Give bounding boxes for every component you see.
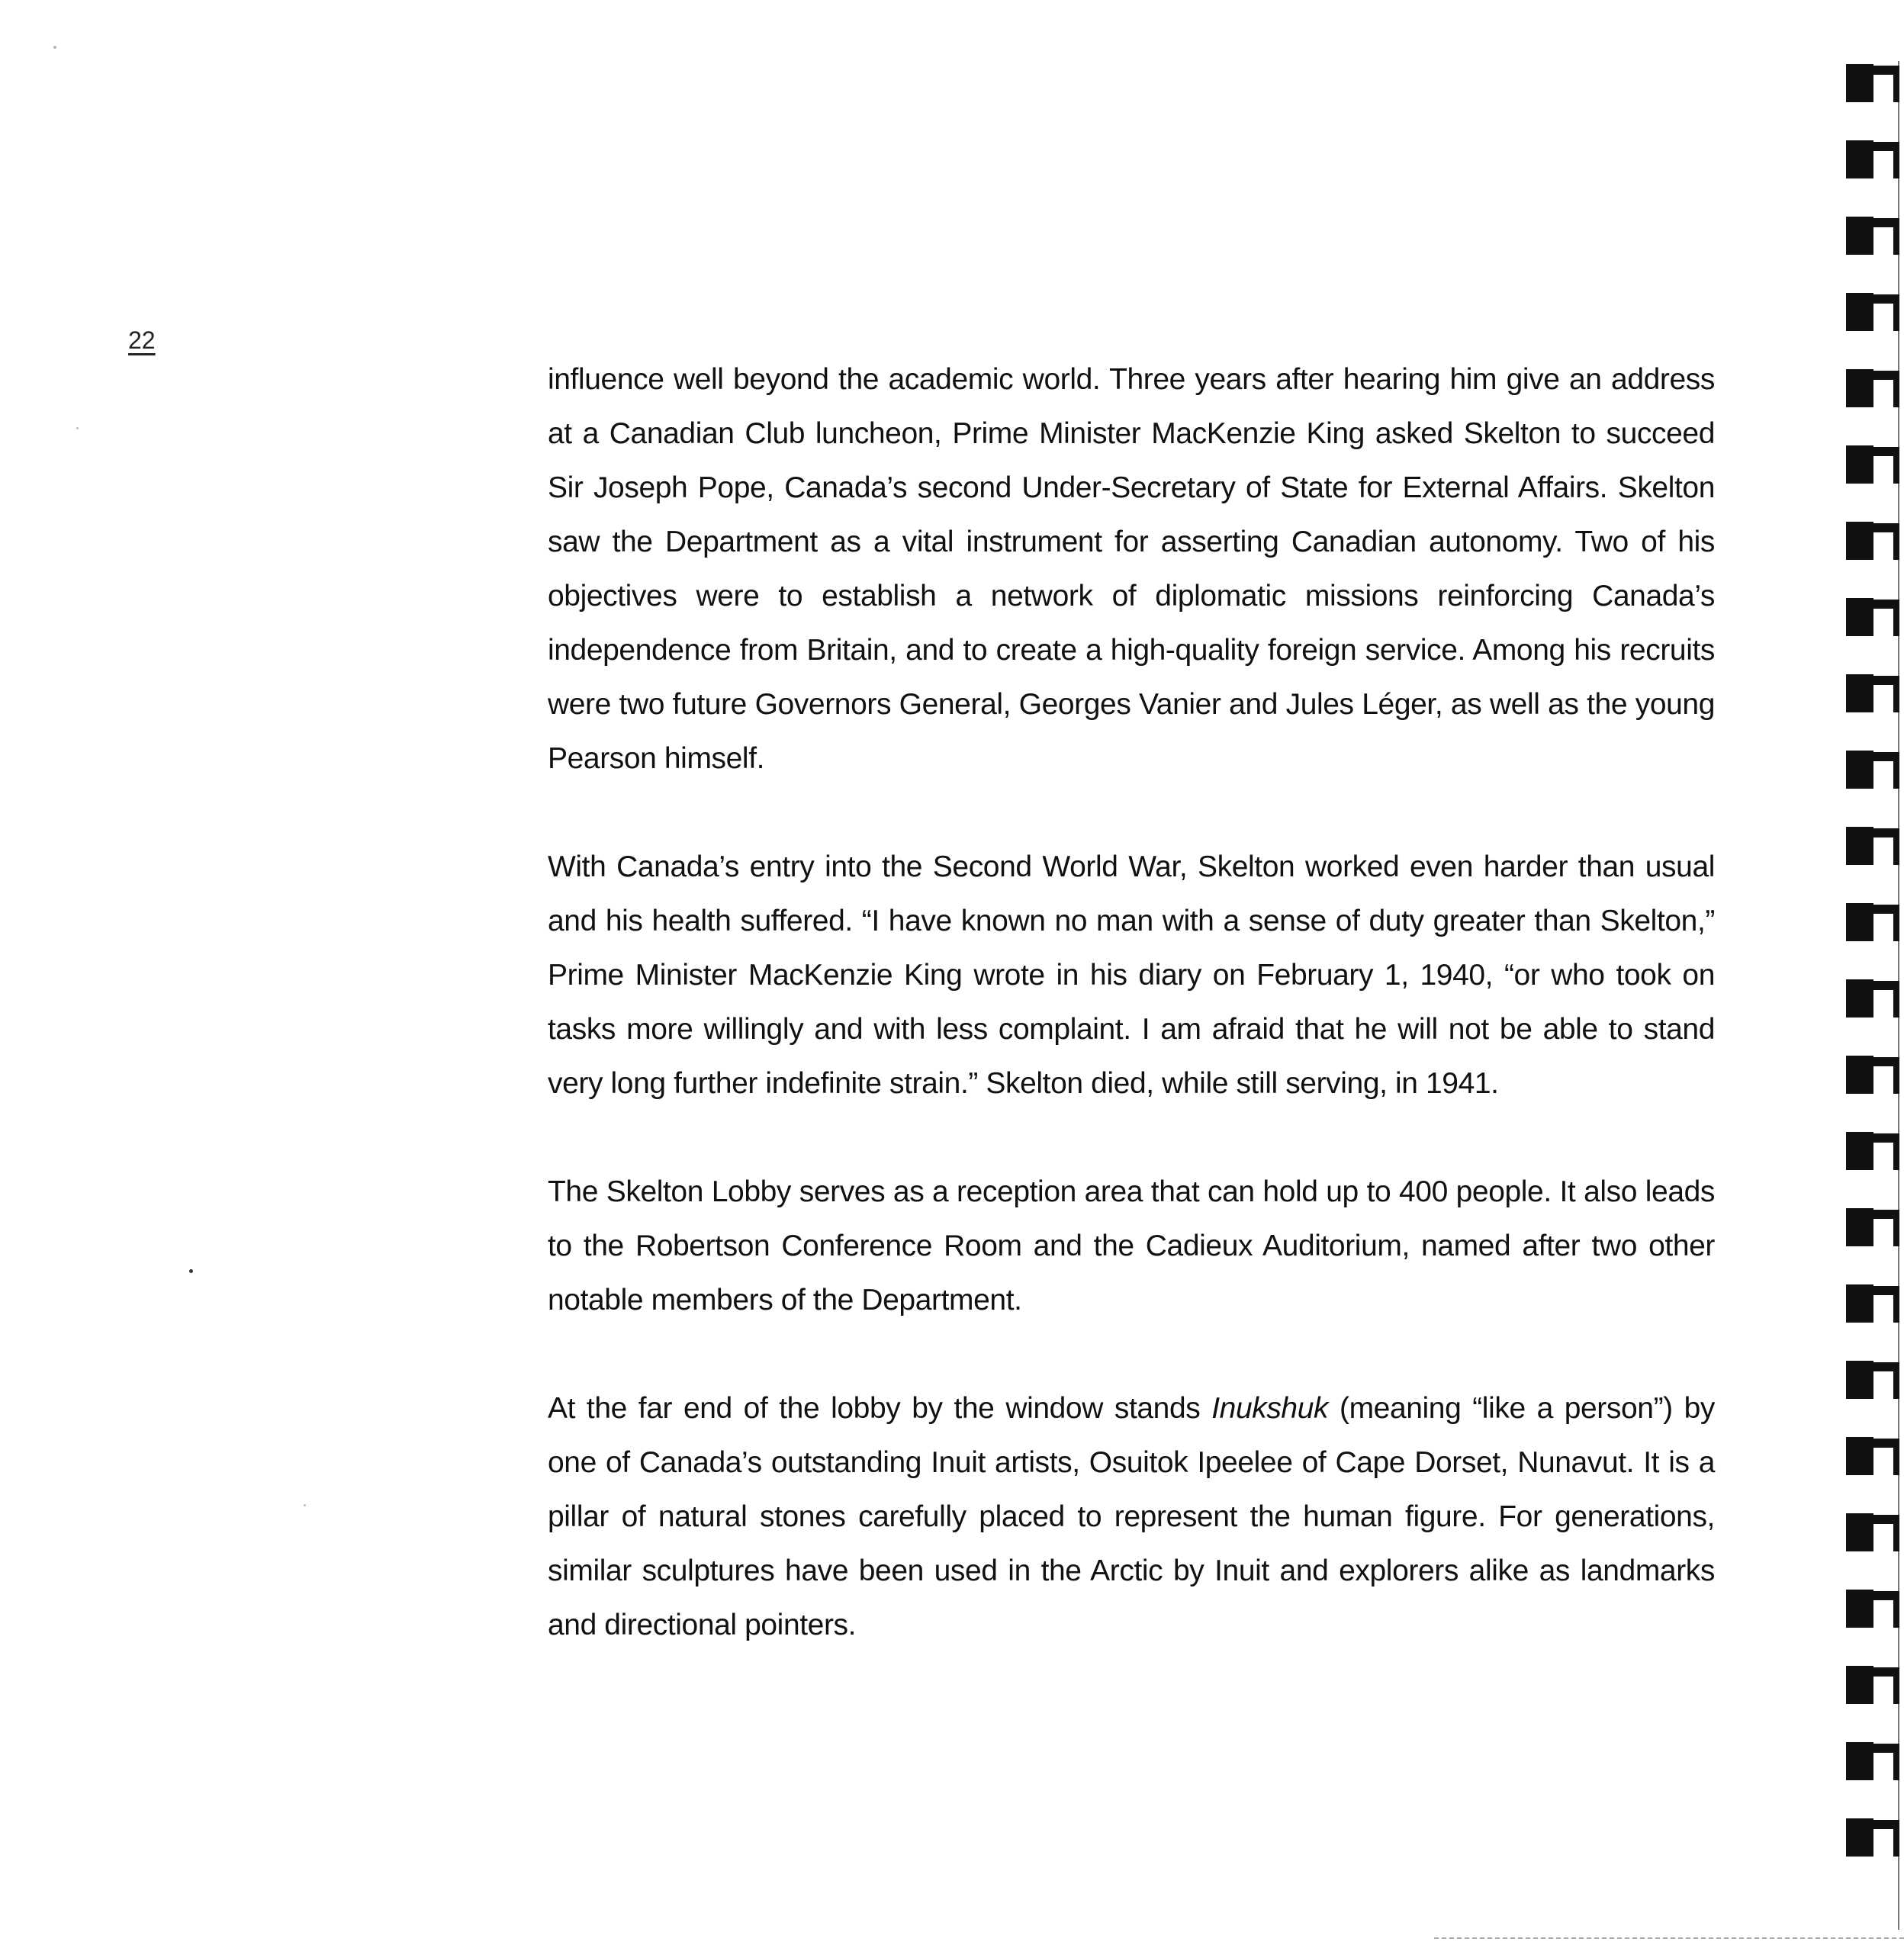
binding-coil-tail — [1893, 1439, 1899, 1475]
binding-coil — [1846, 1587, 1904, 1632]
binding-coil-block — [1846, 751, 1873, 789]
paragraph-4 — [548, 1381, 1715, 1652]
binding-coil-block — [1846, 1437, 1873, 1475]
binding-coil-tail — [1893, 66, 1899, 102]
binding-coil-block — [1846, 827, 1873, 865]
artwork-title: Inukshuk — [1211, 1392, 1329, 1425]
binding-coil-block — [1846, 445, 1873, 484]
binding-coil-tail — [1893, 1667, 1899, 1704]
binding-coil-tail — [1893, 905, 1899, 941]
binding-coil-tail — [1893, 600, 1899, 636]
paragraph-3: The Skelton Lobby serves as a reception area that can hold up to 400 people. It also leads to the Robertson Conference Room and the Cadieux Auditorium, named after two other notable members of the Department. — [548, 1175, 1715, 1316]
binding-coil — [1846, 1281, 1904, 1327]
binding-coil — [1846, 1815, 1904, 1861]
binding-coil-tail — [1893, 447, 1899, 484]
binding-coil-tail — [1893, 218, 1899, 255]
paragraph-1: influence well beyond the academic world. Three years after hearing him give an address at a Canadian Club luncheon, Prime Minister MacKenzie King asked Skelton to succeed Sir Joseph Pope, Canada’s second Under-Secretary of State for External Affairs. Skelton saw the Department as a vital instrument for asserting Canadian autonomy. Two of his objectives were to establish a network of diplomatic missions reinforcing Canada’s independence from Britain, and to create a high-quality foreign service. Among his recruits were two future Governors General, Georges Vanier and Jules Léger, as well as the young Pearson himself. — [548, 363, 1715, 775]
binding-coil — [1846, 137, 1904, 183]
binding-coil — [1846, 595, 1904, 641]
binding-coil-tail — [1893, 1591, 1899, 1628]
binding-coil — [1846, 824, 1904, 870]
binding-coil-block — [1846, 598, 1873, 636]
binding-coil — [1846, 366, 1904, 412]
binding-coil-block — [1846, 522, 1873, 560]
binding-coil — [1846, 214, 1904, 259]
binding-coil-tail — [1893, 142, 1899, 178]
scan-speck — [53, 46, 56, 49]
binding-coil-block — [1846, 217, 1873, 255]
binding-coil-tail — [1893, 1362, 1899, 1399]
binding-coil-tail — [1893, 752, 1899, 789]
binding-coil — [1846, 61, 1904, 107]
binding-coil — [1846, 1739, 1904, 1785]
binding-coil-block — [1846, 1513, 1873, 1551]
binding-coil-tail — [1893, 1057, 1899, 1094]
binding-coil — [1846, 1663, 1904, 1709]
paragraph-4-before: At the far end of the lobby by the window stands — [548, 1392, 1212, 1425]
binding-coil — [1846, 976, 1904, 1022]
binding-coil — [1846, 671, 1904, 717]
binding-coil-tail — [1893, 1515, 1899, 1551]
binding-coil — [1846, 1510, 1904, 1556]
page-edge-rule — [1434, 1937, 1904, 1940]
binding-coil — [1846, 747, 1904, 793]
binding-coil-block — [1846, 1132, 1873, 1170]
binding-coil — [1846, 1358, 1904, 1403]
page-number: 22 — [128, 326, 156, 354]
paragraph-2: With Canada’s entry into the Second World War, Skelton worked even harder than usual and his health suffered. “I have known no man with a sense of duty greater than Skelton,” Prime Minister MacKenzie King wrote in his diary on February 1, 1940, “or who took on tasks more willingly and with less complaint. I am afraid that he will not be able to stand very long further indefinite strain.” Skelton died, while still serving, in 1941. — [548, 850, 1715, 1100]
binding-coil-tail — [1893, 676, 1899, 712]
binding-coil-block — [1846, 1818, 1873, 1857]
binding-coil-tail — [1893, 981, 1899, 1018]
binding-coil — [1846, 519, 1904, 564]
binding-coil — [1846, 442, 1904, 488]
binding-coil-block — [1846, 293, 1873, 331]
binding-coil-block — [1846, 1742, 1873, 1780]
binding-coil-block — [1846, 64, 1873, 102]
binding-coil-block — [1846, 1361, 1873, 1399]
binding-coil-block — [1846, 369, 1873, 407]
scan-speck — [76, 427, 79, 429]
binding-coil-tail — [1893, 828, 1899, 865]
scan-speck — [189, 1269, 193, 1273]
binding-coil-tail — [1893, 1210, 1899, 1246]
binding-coil — [1846, 1053, 1904, 1098]
binding-coil — [1846, 290, 1904, 336]
binding-coil — [1846, 900, 1904, 946]
scan-speck — [304, 1504, 306, 1506]
binding-coil-block — [1846, 1590, 1873, 1628]
spiral-binding — [1846, 61, 1904, 1922]
binding-coil-block — [1846, 979, 1873, 1018]
paragraph-4-after: (meaning “like a person”) by one of Canada’s outstanding Inuit artists, Osuitok Ipeelee of Cape Dorset, Nunavut. It is a pillar of natural stones carefully placed to represent the human figure. For generations, similar sculptures have been used in the Arctic by Inuit and explorers alike as landmarks and directional pointers. — [548, 1392, 1715, 1641]
binding-coil-block — [1846, 1284, 1873, 1323]
binding-coil-block — [1846, 1666, 1873, 1704]
binding-coil-block — [1846, 674, 1873, 712]
binding-coil-tail — [1893, 294, 1899, 331]
binding-coil-tail — [1893, 371, 1899, 407]
body-text — [548, 352, 1715, 1652]
binding-coil-tail — [1893, 1133, 1899, 1170]
binding-coil-tail — [1893, 523, 1899, 560]
binding-coil-tail — [1893, 1744, 1899, 1780]
binding-coil — [1846, 1129, 1904, 1175]
binding-coil-tail — [1893, 1286, 1899, 1323]
binding-coil — [1846, 1205, 1904, 1251]
binding-coil-block — [1846, 140, 1873, 178]
binding-coil-block — [1846, 903, 1873, 941]
binding-coil-block — [1846, 1056, 1873, 1094]
binding-coil-tail — [1893, 1820, 1899, 1857]
binding-coil — [1846, 1434, 1904, 1480]
binding-coil-block — [1846, 1208, 1873, 1246]
